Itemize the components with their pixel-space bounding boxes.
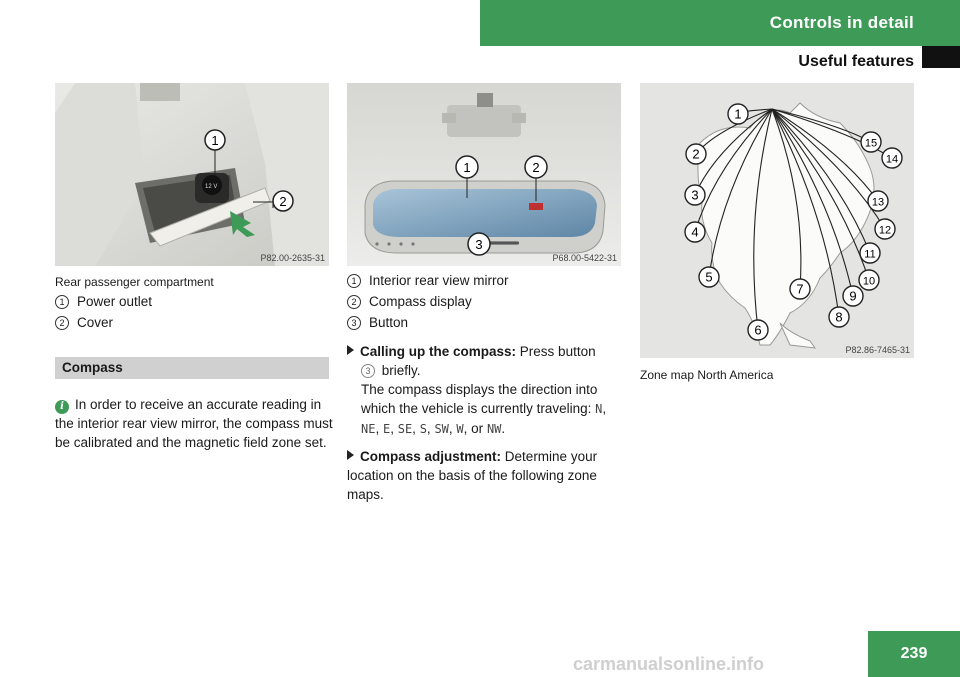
step-arrow-icon (347, 345, 354, 355)
legend-number: 1 (347, 274, 361, 288)
rear-compartment-photo (55, 83, 329, 266)
legend-label: Interior rear view mirror (369, 273, 509, 288)
section-heading: Compass (55, 357, 329, 379)
photo-code: P82.86-7465-31 (845, 345, 910, 355)
legend-number: 2 (347, 295, 361, 309)
header-tab (922, 46, 960, 68)
callout-1: 1 (211, 133, 219, 148)
legend-label: Cover (77, 315, 114, 330)
callout-2: 2 (532, 160, 540, 175)
zone-map-image (640, 83, 914, 358)
legend-label: Button (369, 315, 409, 330)
dir-s: S (419, 422, 427, 436)
zone-callout-9: 9 (849, 288, 857, 304)
chapter-title: Controls in detail (769, 13, 914, 32)
legend-label: Compass display (369, 294, 472, 309)
zone-callout-7: 7 (796, 281, 804, 297)
left-column (55, 275, 335, 334)
zone-callout-12: 12 (878, 224, 892, 237)
dir-sw: SW (434, 422, 449, 436)
legend-item (55, 294, 335, 309)
dir-w: W (456, 422, 464, 436)
legend-number: 1 (55, 295, 69, 309)
photo-caption: Rear passenger compartment (55, 275, 214, 289)
step-calling-compass: Calling up the compass: Press button 3 briefly. The compass displays the direction into which the vehicle is currently traveling: N, NE, E, SE, S, SW, W, or NW. (347, 342, 627, 439)
zone-callout-11: 11 (864, 248, 876, 261)
legend-item (55, 315, 335, 330)
zone-map-caption: Zone map North America (640, 368, 774, 382)
zone-callout-10: 10 (862, 275, 876, 288)
zone-callout-3: 3 (691, 187, 699, 203)
zone-callout-2: 2 (692, 146, 700, 162)
zone-callout-5: 5 (705, 269, 713, 285)
zone-callout-6: 6 (754, 322, 762, 338)
zone-callout-15: 15 (864, 137, 878, 150)
legend-item (347, 273, 627, 288)
dir-n: N (595, 402, 603, 416)
info-icon: i (55, 400, 69, 414)
legend-label: Power outlet (77, 294, 153, 309)
zone-callout-1: 1 (734, 106, 742, 122)
zone-callout-14: 14 (885, 153, 899, 166)
dir-ne: NE (361, 422, 376, 436)
step-arrow-icon (347, 450, 354, 460)
middle-column (347, 273, 627, 504)
mirror-photo (347, 83, 621, 266)
dir-e: E (382, 422, 391, 436)
info-text: In order to receive an accurate reading in the interior rear view mirror, the compass must be calibrated and the magnetic field zone set. (55, 397, 333, 450)
legend-item (347, 315, 627, 330)
section-title: Useful features (798, 53, 914, 70)
info-note (55, 395, 335, 452)
dir-nw: NW (486, 422, 502, 436)
legend-number: 3 (347, 316, 361, 330)
zone-callout-13: 13 (871, 196, 885, 209)
zone-callout-8: 8 (835, 309, 843, 325)
outlet-label: 12 V (205, 184, 218, 190)
watermark: carmanualsonline.info (573, 654, 765, 674)
callout-1: 1 (463, 160, 471, 175)
step-title: Compass adjustment: (360, 449, 502, 464)
chapter-header (480, 0, 960, 46)
photo-code: P82.00-2635-31 (260, 253, 325, 263)
step-compass-adjustment: Compass adjustment: Determine your location on the basis of the following zone maps. (347, 449, 598, 502)
zone-callout-4: 4 (691, 224, 699, 240)
callout-2: 2 (279, 194, 287, 209)
step-title: Calling up the compass: (360, 344, 517, 359)
legend-item (347, 294, 627, 309)
button-ref: 3 (361, 364, 375, 378)
legend-number: 2 (55, 316, 69, 330)
photo-code: P68.00-5422-31 (552, 253, 617, 263)
dir-se: SE (397, 422, 413, 436)
page-number: 239 (868, 631, 960, 677)
callout-3: 3 (475, 237, 483, 252)
